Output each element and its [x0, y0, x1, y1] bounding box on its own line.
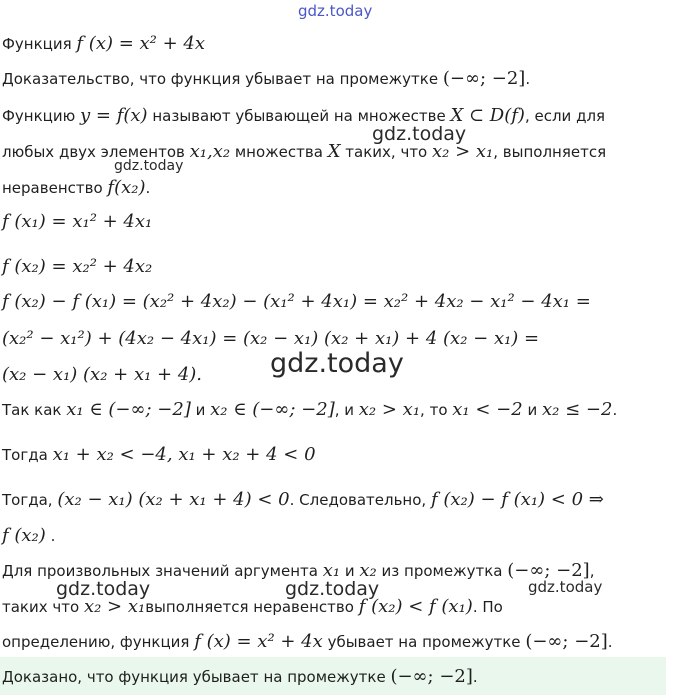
math-diff-2: (x₂² − x₁²) + (4x₂ − 4x₁) = (x₂ − x₁) (x₂ + x₁) + 4 (x₂ − x₁) =	[2, 328, 540, 349]
line-such-that: таких что x₂ > x₁выполняется неравенство f (x₂) < f (x₁). По	[2, 596, 503, 617]
math-f-x2: f (x₂) = x₂² + 4x₂	[2, 256, 153, 277]
watermark-bottom-2: gdz.today	[285, 578, 380, 600]
line-task: Доказательство, что функция убывает на промежутке (−∞; −2].	[2, 68, 531, 89]
line-definition-3: неравенство f(x₂).	[2, 177, 151, 198]
line-then: Тогда x₁ + x₂ < −4, x₁ + x₂ + 4 < 0	[2, 444, 316, 465]
watermark-top: gdz.today	[298, 2, 373, 20]
line-arbitrary: Для произвольных значений аргумента x₁ и x₂ из промежутка (−∞; −2],	[2, 560, 595, 581]
math-diff-3: (x₂ − x₁) (x₂ + x₁ + 4).	[2, 364, 203, 385]
math-diff-1: f (x₂) − f (x₁) = (x₂² + 4x₂) − (x₁² + 4x₁) = x₂² + 4x₂ − x₁² − 4x₁ =	[2, 291, 591, 312]
math-f-x1: f (x₁) = x₁² + 4x₁	[2, 211, 153, 232]
watermark-1: gdz.today	[372, 123, 467, 145]
line-function: Функция f (x) = x² + 4x	[2, 33, 206, 54]
line-hence: Тогда, (x₂ − x₁) (x₂ + x₁ + 4) < 0. Следовательно, f (x₂) − f (x₁) < 0 ⇒	[2, 489, 604, 510]
watermark-2: gdz.today	[114, 158, 184, 174]
line-proven: Доказано, что функция убывает на промежутке (−∞; −2].	[2, 666, 478, 687]
line-by-definition: определению, функция f (x) = x² + 4x убывает на промежутке (−∞; −2].	[2, 631, 613, 652]
watermark-bottom-1: gdz.today	[56, 578, 151, 600]
watermark-center: gdz.today	[270, 348, 404, 379]
line-since: Так как x₁ ∈ (−∞; −2] и x₂ ∈ (−∞; −2], и x₂ > x₁, то x₁ < −2 и x₂ ≤ −2.	[2, 399, 618, 420]
line-definition-2: любых двух элементов x₁,x₂ множества X таких, что x₂ > x₁, выполняется	[2, 141, 607, 162]
line-hence-cont: f (x₂) .	[2, 525, 56, 546]
watermark-bottom-3: gdz.today	[528, 578, 603, 596]
line-definition-1: Функцию y = f(x) называют убывающей на множестве X ⊂ D(f), если для	[2, 105, 606, 126]
